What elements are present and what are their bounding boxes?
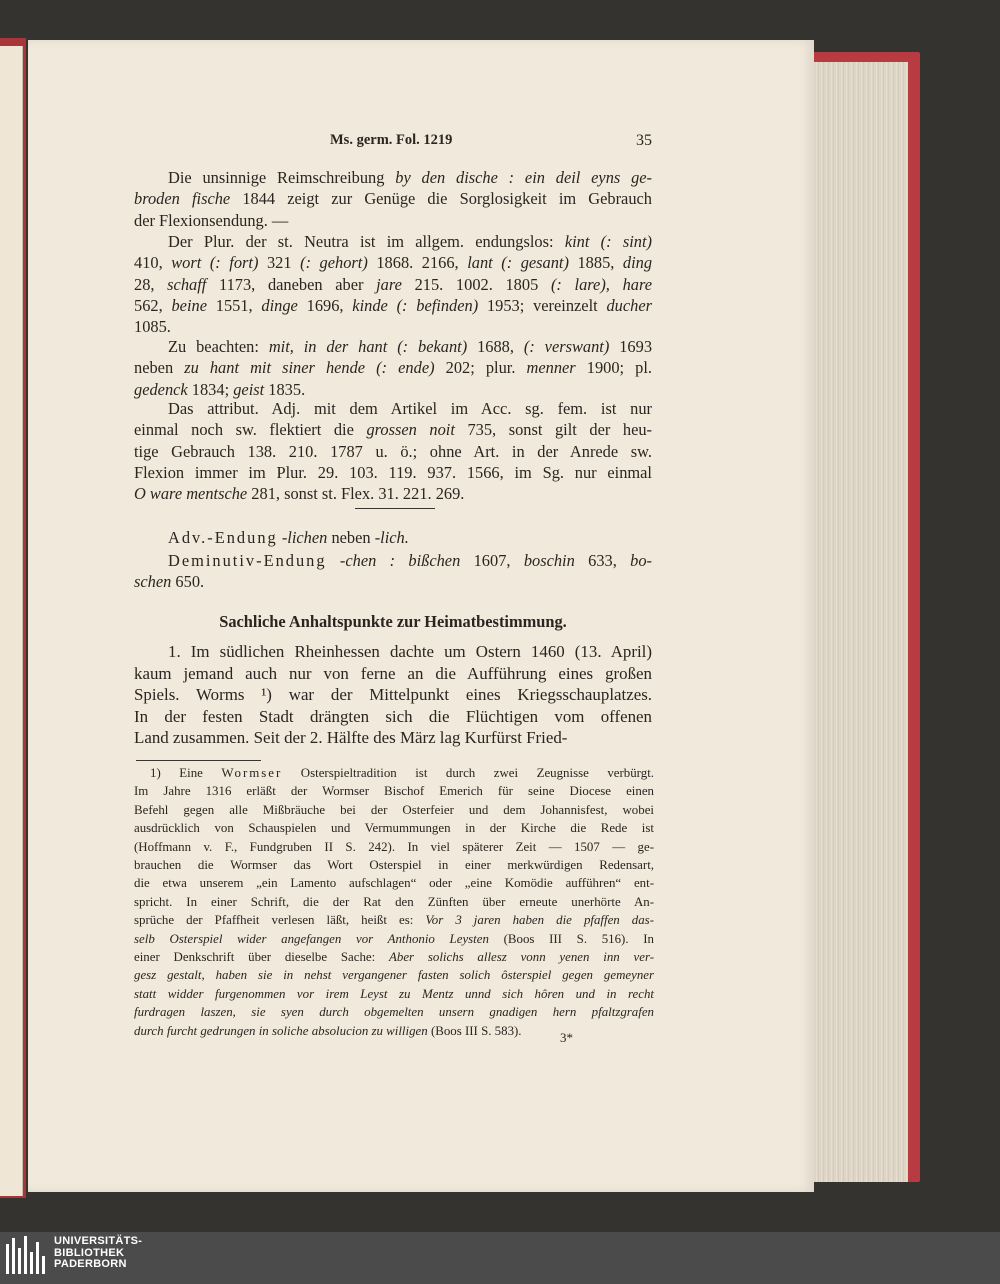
text-line <box>134 684 652 706</box>
text-line <box>134 706 652 728</box>
running-head: Ms. germ. Fol. 1219 <box>330 132 453 148</box>
text-segment: einer Denkschrift über dieselbe Sache: <box>134 950 390 965</box>
text-segment: 1900; pl. <box>575 358 652 378</box>
text-line <box>134 295 652 316</box>
text-line <box>134 316 652 337</box>
text-segment: Land zusammen. Seit der 2. Hälfte des März lag Kurfürst Fried- <box>134 728 568 747</box>
text-segment: die etwa unserem „ein Lamento aufschlagen“ oder „eine Komödie aufführen“ ent- <box>134 876 654 891</box>
footnote-rule <box>136 760 261 761</box>
text-segment: menner <box>526 358 576 378</box>
text-segment: 321 <box>258 253 301 273</box>
text-segment: -lichen <box>281 528 328 547</box>
text-segment: dinge <box>261 295 298 315</box>
text-line <box>134 985 654 1003</box>
text-segment: ausdrücklich von Schauspielen und Vermummungen in der Kirche die Rede ist <box>134 821 654 836</box>
library-name-line-3: PADERBORN <box>54 1258 127 1270</box>
text-segment: schaff <box>167 274 207 294</box>
text-segment: grossen noit <box>366 420 455 440</box>
text-line <box>134 764 654 782</box>
paragraph-deminutiv-endung <box>134 550 652 593</box>
text-segment: 281, sonst st. Flex. 31. 221. 269. <box>247 484 465 504</box>
text-segment: ding <box>622 253 653 273</box>
text-line <box>134 398 652 419</box>
text-segment: jare <box>376 274 402 294</box>
text-segment: geist <box>233 379 265 399</box>
library-logo-icon <box>6 1236 46 1278</box>
text-segment: Zu beachten: <box>168 337 269 356</box>
text-line <box>134 357 652 378</box>
text-segment: -lich. <box>374 528 409 547</box>
text-segment: by den dische : ein deil eyns ge- <box>395 168 652 187</box>
text-segment: 562, <box>134 295 172 315</box>
text-segment: neben <box>134 358 185 378</box>
library-footer <box>0 1232 1000 1284</box>
paragraph-heimat-1 <box>134 641 652 749</box>
text-line <box>134 782 654 800</box>
text-line <box>134 930 654 948</box>
text-line <box>134 1022 654 1040</box>
text-segment: 410, <box>134 253 172 273</box>
text-line <box>134 441 652 462</box>
paragraph-neutra-plural <box>134 231 652 337</box>
text-segment: 1607, <box>460 551 524 570</box>
page-header <box>134 132 652 152</box>
text-segment: boschin <box>523 551 575 570</box>
text-segment: brauchen die Wormser das Wort Osterspiel in einer merkwürdigen Redensart, <box>134 858 654 873</box>
text-line <box>134 727 652 749</box>
text-segment: der Flexionsendung. — <box>134 210 289 230</box>
text-segment: kinde (: befinden) <box>352 295 479 315</box>
text-segment: Wormser <box>221 766 283 780</box>
text-line <box>134 483 652 504</box>
text-line <box>134 663 652 685</box>
text-segment: 1085. <box>134 317 171 337</box>
text-segment: (Boos III S. 516). In <box>488 931 654 946</box>
text-segment: 215. 1002. 1805 <box>401 274 551 294</box>
text-line <box>134 801 654 819</box>
paragraph-adv-endung <box>134 527 652 548</box>
text-line <box>134 641 652 663</box>
text-line <box>134 893 654 911</box>
text-segment: neben <box>327 528 375 547</box>
text-segment: 1885, <box>568 253 623 273</box>
text-line <box>134 527 652 548</box>
text-segment: lant (: gesant) <box>467 253 569 273</box>
text-segment: broden fische <box>134 189 231 209</box>
paragraph-attribut-adj <box>134 398 652 504</box>
text-segment: 1953; vereinzelt <box>478 295 607 315</box>
paragraph-zu-beachten <box>134 336 652 400</box>
text-line <box>134 1003 654 1021</box>
text-segment: selb Osterspiel wider angefangen vor Anthonio Leysten <box>134 931 489 946</box>
text-line <box>134 550 652 571</box>
section-divider <box>355 508 435 509</box>
text-line <box>134 252 652 273</box>
text-segment: O ware mentsche <box>134 484 248 504</box>
text-segment: 633, <box>574 551 631 570</box>
text-line <box>134 231 652 252</box>
left-page-edge <box>0 46 23 1196</box>
text-line <box>134 838 654 856</box>
footnote <box>134 764 654 1040</box>
text-segment: 1696, <box>297 295 353 315</box>
text-segment: Adv.-Endung <box>168 528 278 547</box>
text-segment: mit, in der hant (: bekant) <box>268 337 468 356</box>
text-line <box>134 167 652 188</box>
text-segment: 1844 zeigt zur Genüge die Sorglosigkeit im Gebrauch <box>230 189 652 209</box>
signature-mark: 3* <box>560 1030 573 1045</box>
text-line <box>134 379 652 400</box>
text-segment: Flexion immer im Plur. 29. 103. 119. 937. 1566, im Sg. nur einmal <box>134 462 652 482</box>
text-segment: Der Plur. der st. Neutra ist im allgem. endungslos: <box>168 232 565 251</box>
text-segment: Spiels. Worms ¹) war der Mittelpunkt eines Kriegsschauplatzes. <box>134 685 652 704</box>
text-segment: 28, <box>134 274 168 294</box>
text-segment: 650. <box>171 572 205 592</box>
text-segment: hare <box>622 274 652 294</box>
text-segment: furdragen laszen, sie syen durch obgemelten unsern gnadigen hern pfaltzgrafen <box>134 1005 654 1020</box>
text-segment: (: lare), <box>550 274 610 294</box>
text-segment: 735, sonst gilt der heu- <box>454 420 652 440</box>
text-segment: -chen : bißchen <box>339 551 461 570</box>
text-segment: 1688, <box>467 337 524 356</box>
text-segment: Im Jahre 1316 erläßt der Wormser Bischof Emerich für seine Diocese einen <box>134 784 654 799</box>
text-segment: bo- <box>630 551 652 570</box>
text-line <box>134 966 654 984</box>
text-segment: Befehl gegen alle Mißbräuche bei der Osterfeier und dem Johannisfest, wobei <box>134 802 654 817</box>
text-segment: 1835. <box>264 379 306 399</box>
text-line <box>134 188 652 209</box>
text-segment: gesz gestalt, haben sie in nehst vergangener fasten solich ôsterspiel gegen gemeyner <box>134 968 654 983</box>
page-edges <box>810 62 908 1182</box>
text-segment: sprüche der Pfaffheit verlesen läßt, heißt es: <box>134 913 426 928</box>
text-line <box>134 462 652 483</box>
text-line <box>134 856 654 874</box>
text-segment: Deminutiv-Endung <box>168 551 327 570</box>
text-segment: wort (: fort) <box>171 253 259 273</box>
text-segment: 1868. 2166, <box>367 253 468 273</box>
library-name <box>54 1236 142 1271</box>
text-segment: Vor 3 jaren haben die pfaffen das- <box>425 913 654 928</box>
text-segment: Aber solichs allesz vonn yenen inn ver- <box>389 950 654 965</box>
text-line <box>134 336 652 357</box>
text-segment: 1551, <box>206 295 262 315</box>
text-segment: (: gehort) <box>300 253 368 273</box>
text-segment: statt widder furgenommen vor irem Leyst zu Mentz unnd sich hôren und in recht <box>134 986 654 1001</box>
text-segment: (Boos III S. 583). <box>427 1023 522 1038</box>
text-line <box>134 911 654 929</box>
library-name-line-2: BIBLIOTHEK <box>54 1246 125 1259</box>
text-segment: schen <box>134 572 172 592</box>
text-line <box>134 419 652 440</box>
text-line <box>134 571 652 592</box>
page-number: 35 <box>636 132 652 149</box>
paragraph-reimschreibung <box>134 167 652 231</box>
text-segment: einmal noch sw. flektiert die <box>134 420 367 440</box>
text-segment: 202; plur. <box>434 358 527 378</box>
section-heading: Sachliche Anhaltspunkte zur Heimatbestimmung. <box>219 612 567 631</box>
text-segment: 1) Eine <box>150 766 222 780</box>
text-segment: tige Gebrauch 138. 210. 1787 u. ö.; ohne Art. in der Anrede sw. <box>134 441 652 461</box>
text-segment: Das attribut. Adj. mit dem Artikel im Acc. sg. fem. ist nur <box>168 399 652 418</box>
text-segment: ducher <box>606 295 652 315</box>
text-segment: 1693 <box>609 337 653 356</box>
text-segment: Osterspieltradition ist durch zwei Zeugnisse verbürgt. <box>282 766 654 780</box>
text-segment: gedenck <box>134 379 188 399</box>
text-line <box>134 948 654 966</box>
text-segment: 1. Im südlichen Rheinhessen dachte um Ostern 1460 (13. April) <box>168 642 652 661</box>
text-segment: beine <box>171 295 207 315</box>
library-name-line-1: UNIVERSITÄTS- <box>54 1235 143 1247</box>
text-line <box>134 819 654 837</box>
text-line <box>134 210 652 231</box>
text-segment <box>610 275 623 294</box>
text-segment: kaum jemand auch nur von ferne an die Aufführung eines großen <box>134 663 652 683</box>
text-segment: zu hant mit siner hende (: ende) <box>184 358 435 378</box>
text-segment: (: verswant) <box>523 337 610 356</box>
text-segment: spricht. In einer Schrift, die der Rat den Zünften über erneute unerhörte An- <box>134 894 654 909</box>
text-segment: 1834; <box>187 379 234 399</box>
text-segment: In der festen Stadt drängten sich die Flüchtigen vom offenen <box>134 706 652 726</box>
text-segment: durch furcht gedrungen in soliche absolucion zu willigen <box>134 1023 428 1038</box>
text-segment: (Hoffmann v. F., Fundgruben II S. 242). In viel späterer Zeit — 1507 — ge- <box>134 839 654 854</box>
text-line <box>134 874 654 892</box>
text-segment: 1173, daneben aber <box>206 274 377 294</box>
text-line <box>134 274 652 295</box>
text-segment <box>327 551 340 570</box>
text-segment: Die unsinnige Reimschreibung <box>168 168 396 187</box>
text-segment: kint (: sint) <box>564 232 652 251</box>
